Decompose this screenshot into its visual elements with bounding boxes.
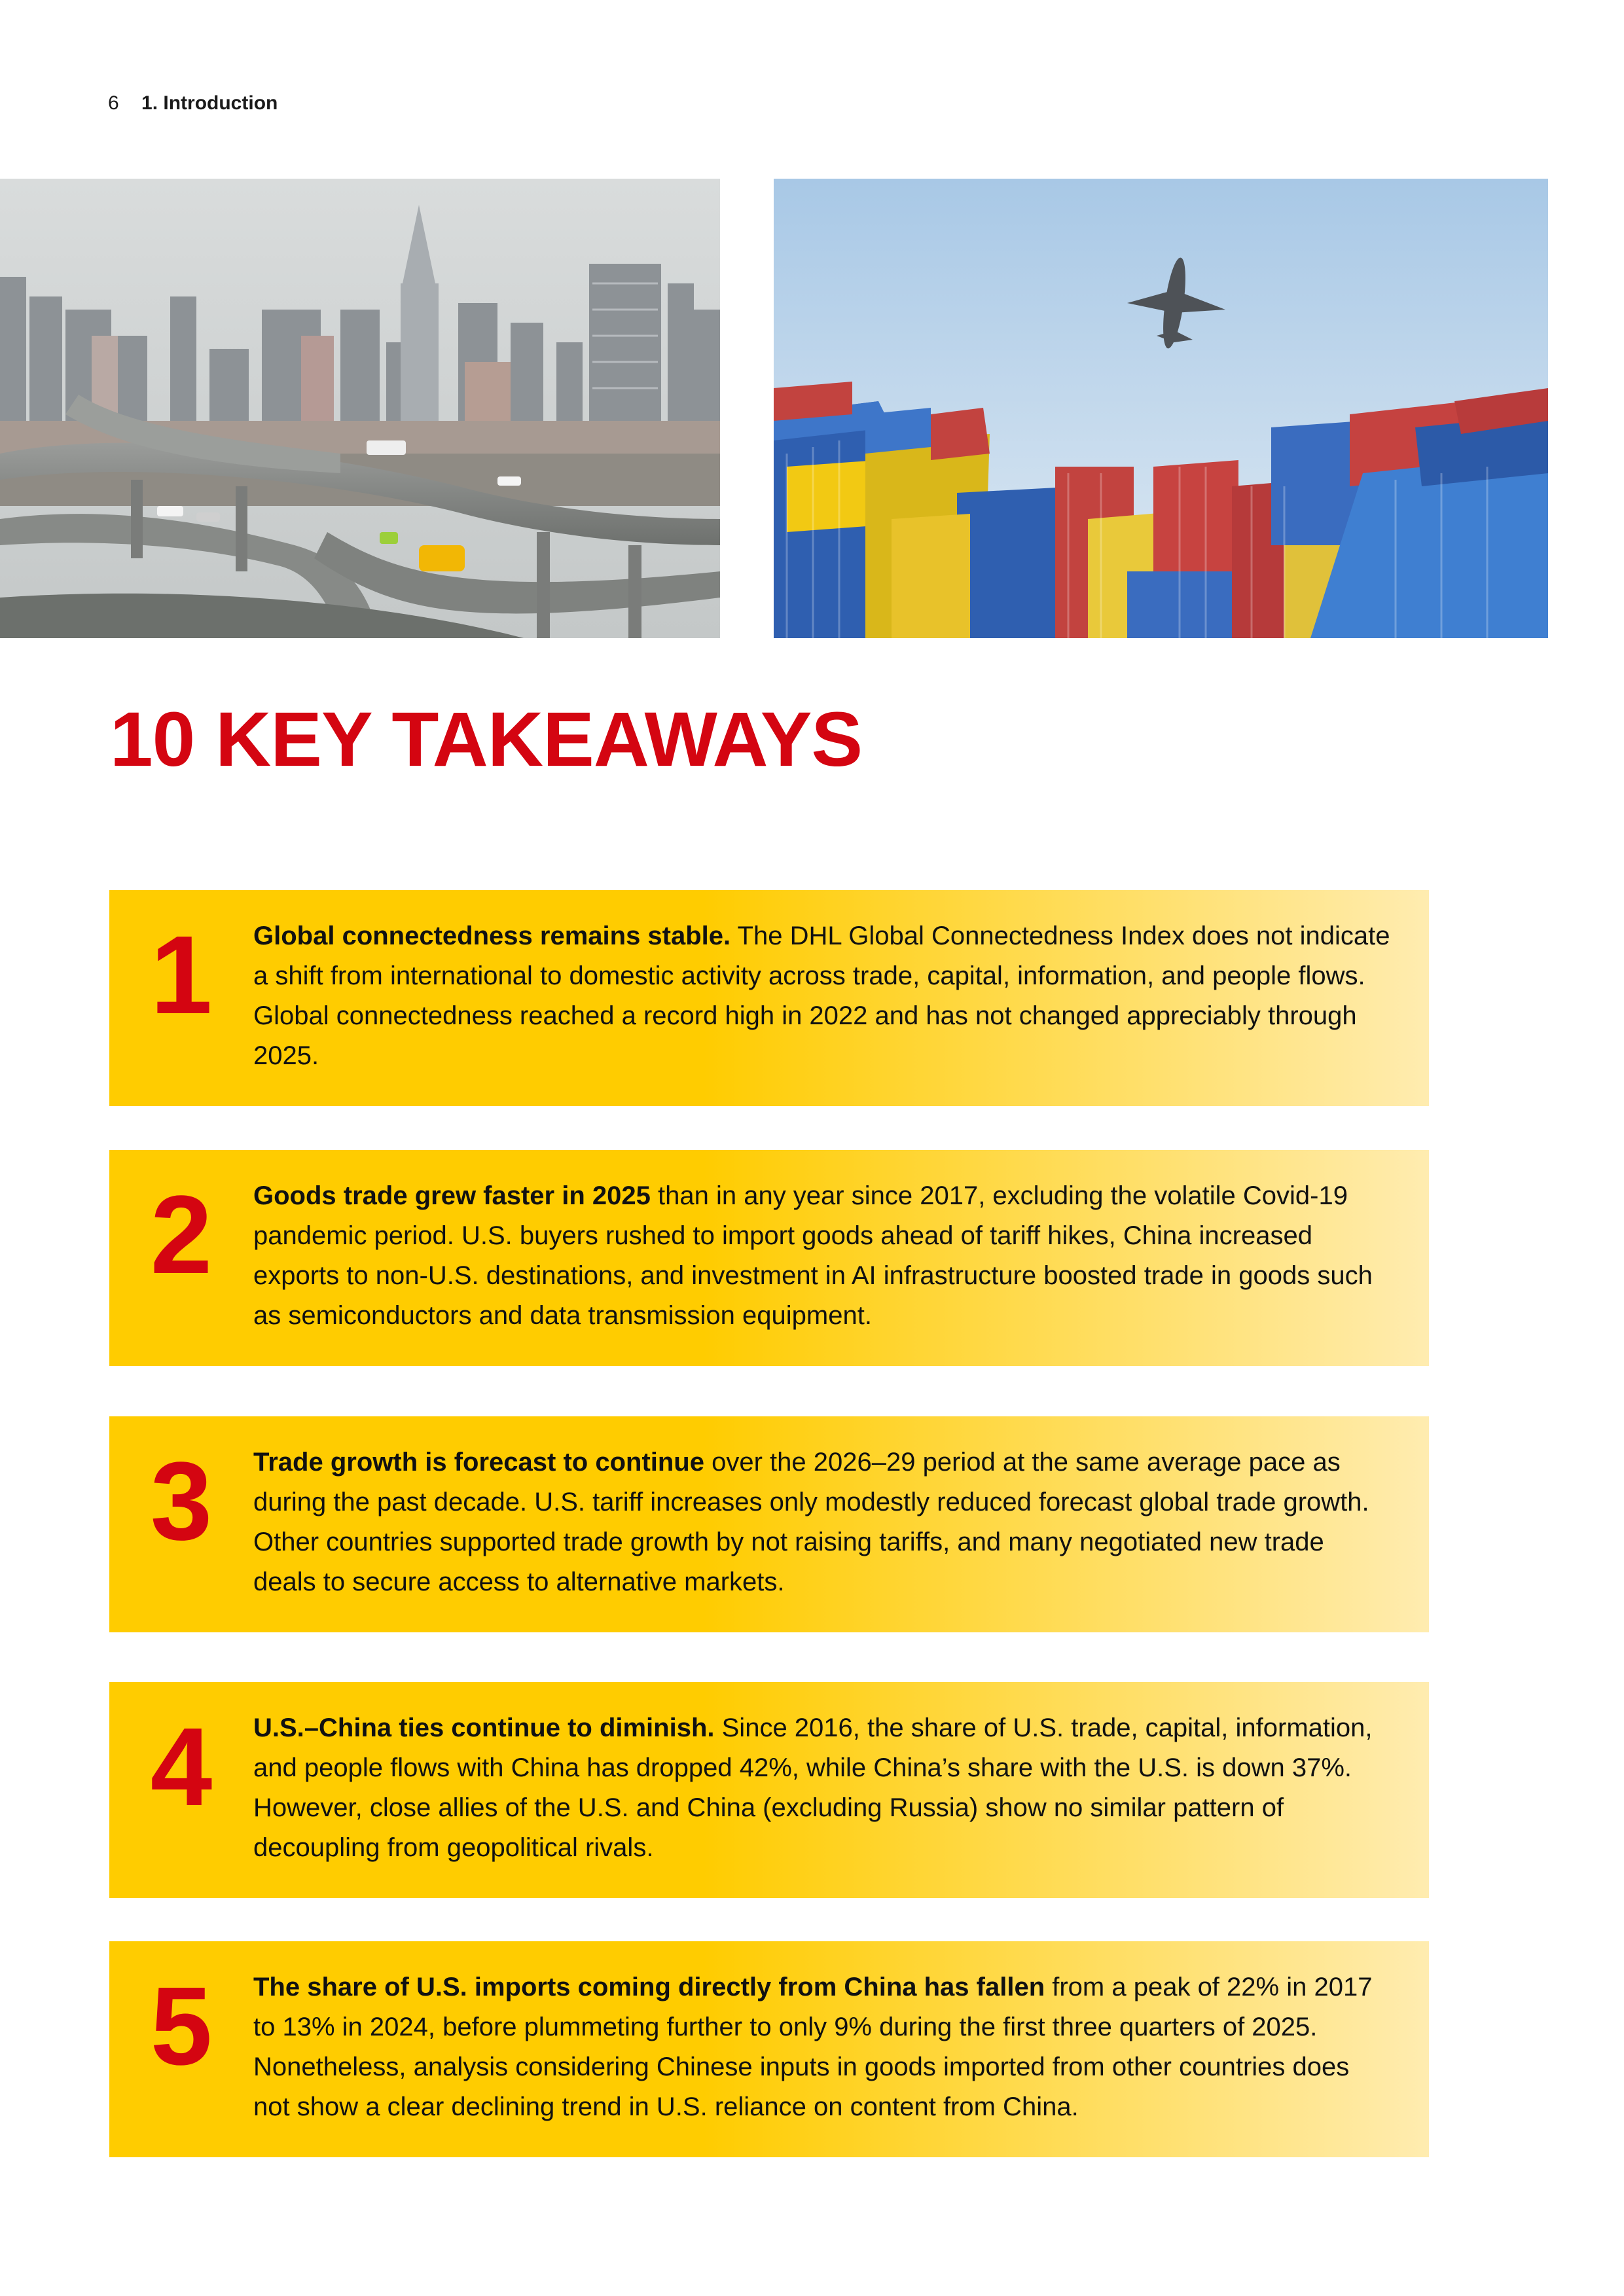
takeaway-text: [253, 1708, 1392, 1868]
takeaway-card-2: [109, 1150, 1429, 1366]
takeaway-text: [253, 916, 1392, 1076]
city-highway-photo: [0, 179, 720, 638]
takeaway-lead: Global connectedness remains stable.: [253, 922, 731, 950]
takeaway-card-4: [109, 1682, 1429, 1898]
page-number: 6: [108, 92, 119, 114]
takeaway-body: over the 2026–29 period at the same average pace as during the past decade. U.S. tariff increases only modestly reduced forecast global trade growth. Other countries supported trade growth by not raising tariffs, and many negotiated new trade deals to secure access to alternative markets.: [253, 1448, 1369, 1596]
takeaway-card-3: [109, 1416, 1429, 1632]
takeaway-lead: Goods trade grew faster in 2025: [253, 1181, 651, 1210]
takeaway-number: 2: [150, 1173, 213, 1297]
takeaway-number: 1: [150, 913, 213, 1037]
takeaway-number: 5: [150, 1964, 213, 2089]
takeaway-lead: U.S.–China ties continue to diminish.: [253, 1713, 715, 1742]
takeaway-text: [253, 1176, 1392, 1336]
takeaway-lead: Trade growth is forecast to continue: [253, 1448, 704, 1477]
takeaway-body: Since 2016, the share of U.S. trade, capital, information, and people flows with China has dropped 42%, while China’s share with the U.S. is down 37%. However, close allies of the U.S. and China (excluding Russia) show no similar pattern of decoupling from geopolitical rivals.: [253, 1713, 1373, 1862]
takeaway-number: 3: [150, 1439, 213, 1564]
takeaway-body: from a peak of 22% in 2017 to 13% in 2024, before plummeting further to only 9% during the first three quarters of 2025. Nonetheless, analysis considering Chinese inputs in goods imported from other countries does not show a clear declining trend in U.S. reliance on content from China.: [253, 1973, 1373, 2121]
takeaway-text: [253, 1443, 1392, 1602]
airplane-containers-photo: [774, 179, 1548, 638]
section-title: 1. Introduction: [141, 92, 278, 114]
takeaway-number: 4: [150, 1705, 213, 1829]
takeaway-card-5: [109, 1941, 1429, 2157]
page-title: 10 KEY TAKEAWAYS: [110, 696, 863, 783]
takeaway-lead: The share of U.S. imports coming directly from China has fallen: [253, 1973, 1045, 2001]
page-header: [108, 90, 278, 117]
takeaway-body: than in any year since 2017, excluding the volatile Covid-19 pandemic period. U.S. buyers rushed to import goods ahead of tariff hikes, China increased exports to non-U.S. destinations, and investment in AI infrastructure boosted trade in goods such as semiconductors and data transmission equipment.: [253, 1181, 1373, 1330]
takeaway-card-1: [109, 890, 1429, 1106]
takeaway-body: The DHL Global Connectedness Index does not indicate a shift from international to domestic activity across trade, capital, information, and people flows. Global connectedness reached a record high in 2022 and has not changed appreciably through 2025.: [253, 922, 1390, 1070]
takeaway-text: [253, 1967, 1392, 2127]
